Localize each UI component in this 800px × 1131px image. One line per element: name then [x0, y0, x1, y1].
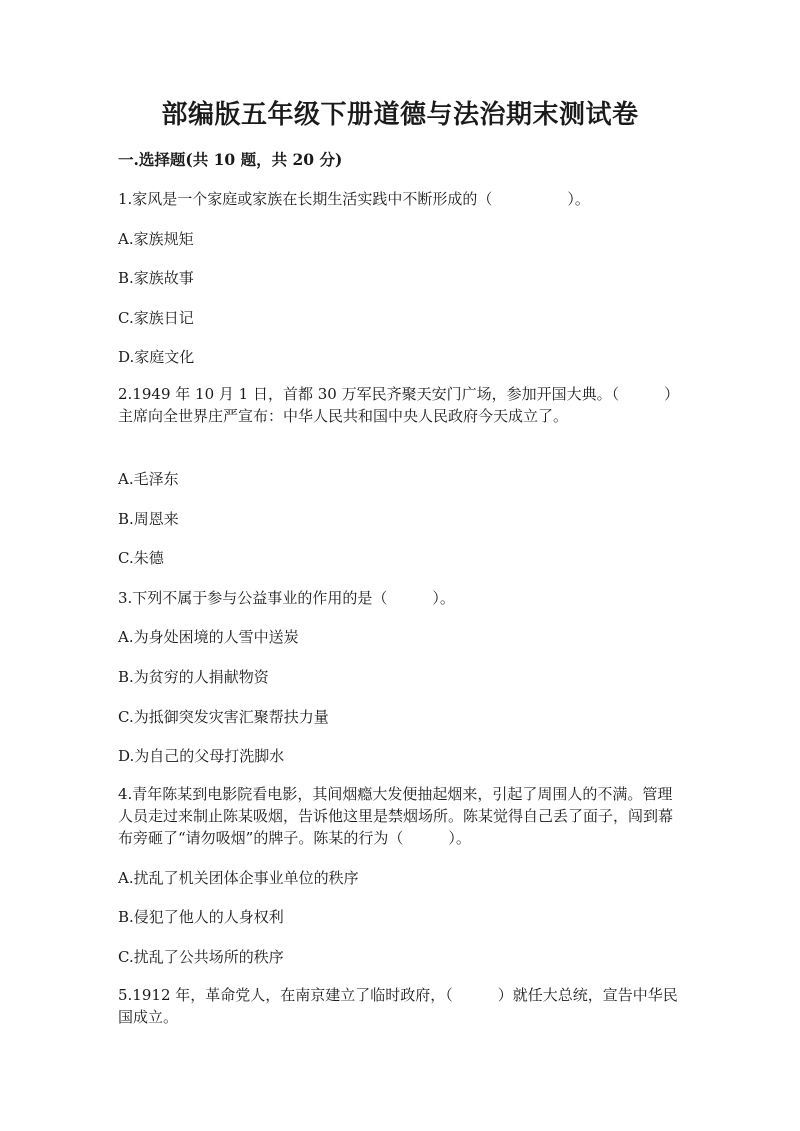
question-1-option-c: C.家族日记 [118, 309, 194, 327]
question-3-option-d: D.为自己的父母打洗脚水 [118, 747, 285, 765]
question-3-stem: 3.下列不属于参与公益事业的作用的是（ ）。 [118, 589, 455, 607]
question-2-option-b: B.周恩来 [118, 510, 179, 528]
question-1-option-d: D.家庭文化 [118, 348, 195, 366]
question-5-stem: 5.1912 年，革命党人，在南京建立了临时政府，（ ）就任大总统，宣告中华民国成立。 [118, 986, 678, 1026]
question-4-option-c: C.扰乱了公共场所的秩序 [118, 948, 284, 966]
page-title: 部编版五年级下册道德与法治期末测试卷 [161, 100, 639, 130]
section-heading: 一.选择题(共 10 题，共 20 分) [118, 150, 343, 169]
question-2-stem: 2.1949 年 10 月 1 日，首都 30 万军民齐聚天安门广场，参加开国大典。（ ）主席向全世界庄严宣布：中华人民共和国中央人民政府今天成立了。 [118, 385, 680, 425]
question-1-option-b: B.家族故事 [118, 269, 194, 287]
question-3-option-a: A.为身处困境的人雪中送炭 [118, 628, 299, 646]
question-4-option-b: B.侵犯了他人的人身权利 [118, 908, 284, 926]
question-3-option-c: C.为抵御突发灾害汇聚帮扶力量 [118, 708, 329, 726]
question-4-option-a: A.扰乱了机关团体企事业单位的秩序 [118, 869, 359, 887]
question-4-stem: 4.青年陈某到电影院看电影，其间烟瘾大发便抽起烟来，引起了周围人的不满。管理人员走过来制止陈某吸烟，告诉他这里是禁烟场所。陈某觉得自己丢了面子，闯到幕布旁砸了“请勿吸烟”的牌子。陈某的行为（ ）。 [118, 785, 674, 847]
question-2-option-c: C.朱德 [118, 549, 164, 567]
question-1-option-a: A.家族规矩 [118, 230, 194, 248]
question-3-option-b: B.为贫穷的人捐献物资 [118, 668, 269, 686]
question-1-stem: 1.家风是一个家庭或家族在长期生活实践中不断形成的（ ）。 [118, 190, 590, 208]
question-2-option-a: A.毛泽东 [118, 470, 179, 488]
